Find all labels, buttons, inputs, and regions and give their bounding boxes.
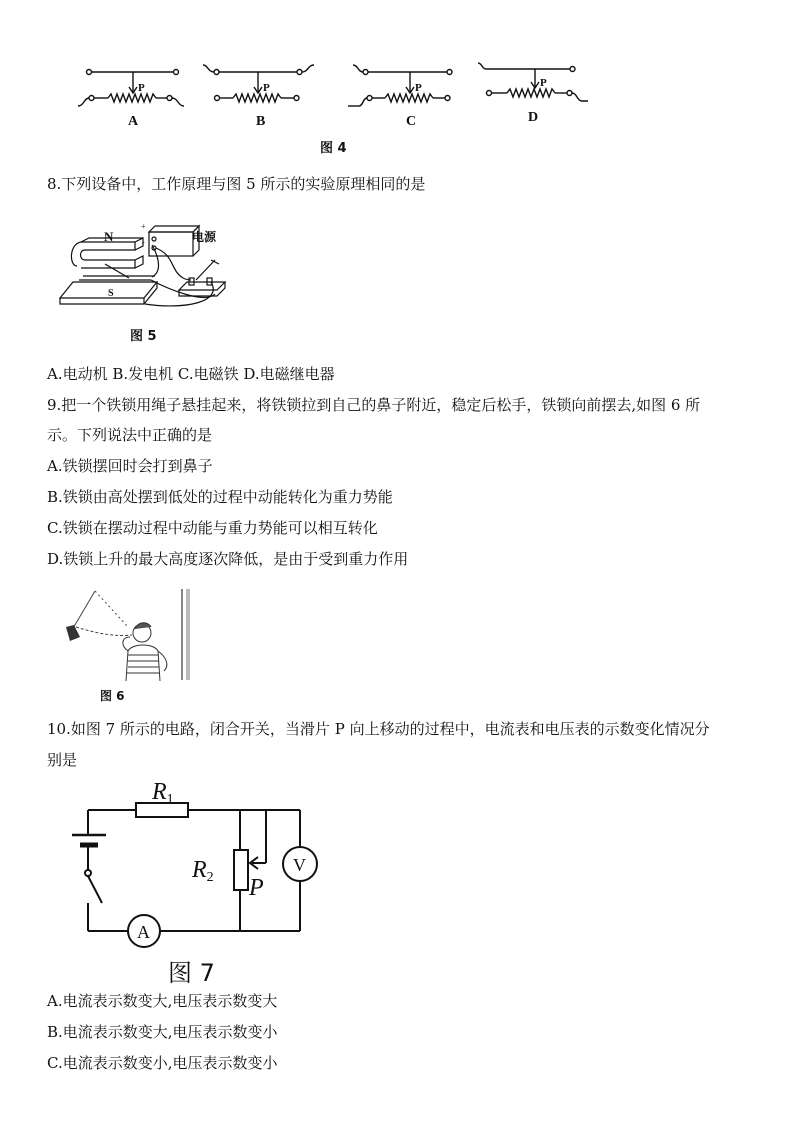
figure-6-caption: 图 6 bbox=[100, 689, 125, 703]
rheostat-diagram-b bbox=[200, 60, 320, 120]
power-supply-label: 电源 bbox=[192, 230, 217, 244]
question-10-option-c: C.电流表示数变小,电压表示数变小 bbox=[47, 1054, 278, 1072]
rheostat-diagram-a bbox=[70, 60, 190, 120]
figure-5-caption: 图 5 bbox=[130, 329, 157, 344]
svg-text:P: P bbox=[138, 82, 145, 94]
question-9-option-d: D.铁锁上升的最大高度逐次降低，是由于受到重力作用 bbox=[47, 550, 409, 568]
circuit-diagram bbox=[50, 775, 340, 975]
question-10-option-b: B.电流表示数变大,电压表示数变小 bbox=[47, 1023, 278, 1041]
svg-text:-: - bbox=[142, 238, 145, 247]
svg-text:P: P bbox=[263, 82, 270, 94]
resistor-r1 bbox=[136, 803, 188, 817]
question-9-option-c: C.铁锁在摆动过程中动能与重力势能可以相互转化 bbox=[47, 519, 378, 537]
svg-text:P: P bbox=[415, 82, 422, 94]
svg-text:A: A bbox=[137, 922, 150, 942]
rheostat-diagram-d bbox=[475, 55, 595, 115]
question-10-stem-line-2: 别是 bbox=[47, 751, 78, 769]
svg-text:V: V bbox=[293, 855, 306, 875]
magnet-pole-s: S bbox=[108, 288, 114, 299]
question-8-stem: 8.下列设备中，工作原理与图 5 所示的实验原理相同的是 bbox=[47, 175, 426, 193]
question-10-stem-line-1: 10.如图 7 所示的电路，闭合开关，当滑片 P 向上移动的过程中，电流表和电压表的示数变化情况分 bbox=[47, 720, 710, 738]
svg-text:R1: R1 bbox=[152, 779, 174, 807]
svg-text:+: + bbox=[141, 222, 146, 231]
figure-4-caption: 图 4 bbox=[320, 141, 347, 156]
question-10-option-a: A.电流表示数变大,电压表示数变大 bbox=[47, 992, 278, 1010]
figure-7-caption: 图 7 bbox=[168, 959, 215, 987]
svg-text:P: P bbox=[249, 875, 264, 901]
question-9-option-b: B.铁锁由高处摆到低处的过程中动能转化为重力势能 bbox=[47, 488, 393, 506]
pendulum-lock-illustration bbox=[60, 585, 190, 685]
option-label-c: C bbox=[406, 114, 417, 129]
question-9-stem-line-1: 9.把一个铁锁用绳子悬挂起来，将铁锁拉到自己的鼻子附近，稳定后松手，铁锁向前摆去,如图 6 所 bbox=[47, 396, 701, 414]
magnet-pole-n: N bbox=[104, 229, 114, 244]
question-8-options: A.电动机 B.发电机 C.电磁铁 D.电磁继电器 bbox=[47, 365, 335, 383]
rheostat-diagram-c bbox=[345, 60, 465, 120]
svg-text:P: P bbox=[540, 77, 547, 89]
svg-text:R2: R2 bbox=[192, 857, 214, 885]
option-label-d: D bbox=[528, 110, 539, 125]
question-9-stem-line-2: 示。下列说法中正确的是 bbox=[47, 426, 213, 444]
motor-experiment-diagram bbox=[55, 220, 245, 320]
option-label-a: A bbox=[128, 114, 139, 129]
question-9-option-a: A.铁锁摆回时会打到鼻子 bbox=[47, 457, 213, 475]
option-label-b: B bbox=[256, 114, 266, 129]
resistor-r2 bbox=[234, 850, 248, 890]
